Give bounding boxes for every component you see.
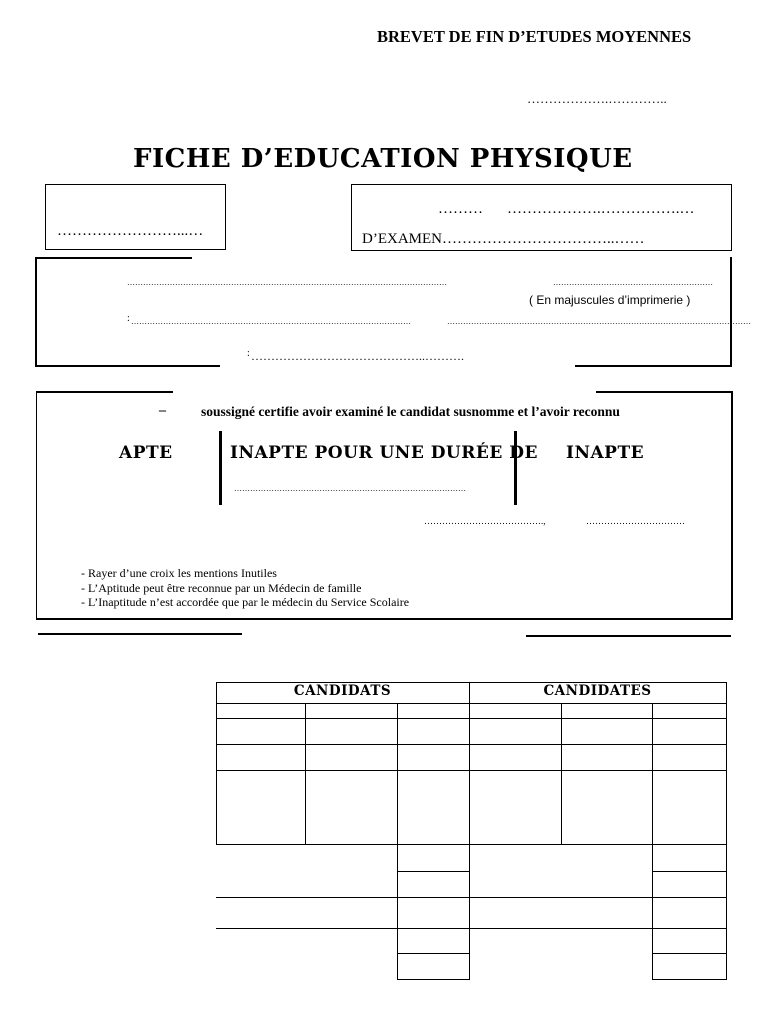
note-3: - L’Inaptitude n’est accordée que par le médecin du Service Scolaire (81, 595, 410, 609)
col-header-candidates: CANDIDATES (543, 683, 652, 699)
candidate-name-dots[interactable]: ………………………………………………………………………………………………………… (127, 278, 447, 287)
separator-left (219, 431, 222, 505)
school-dots[interactable]: ……………………………………..………. (251, 349, 464, 363)
option-apte[interactable]: APTE (119, 443, 173, 463)
birth-date-dots[interactable]: …………………………………………………………………………………………… (131, 317, 411, 326)
option-inapte-duree[interactable]: INAPTE POUR UNE DURÉE DE (230, 443, 538, 463)
exam-field-b[interactable]: ……………….…………….… (507, 201, 695, 217)
col-header-candidats: CANDIDATS (293, 683, 392, 699)
birth-place-dots[interactable]: …………………………………………………………………………………………………… (447, 317, 751, 326)
uppercase-note: ( En majuscules d’imprimerie ) (529, 293, 691, 307)
signature-line-right (526, 635, 731, 637)
exam-title: BREVET DE FIN D’ETUDES MOYENNES (377, 27, 692, 46)
certify-dash: – (159, 403, 166, 418)
separator-right (514, 431, 517, 505)
line2-prefix: : (127, 313, 130, 324)
id-box (45, 184, 226, 250)
note-1: - Rayer d’une croix les mentions Inutiles (81, 566, 277, 580)
candidate-firstname-dots[interactable]: …………………………………………………… (553, 278, 713, 287)
place-dots[interactable]: …………………………………., (424, 516, 546, 526)
date-field-dots[interactable]: ……………….………….. (527, 91, 667, 106)
signature-line-left (38, 633, 242, 635)
exam-center-label[interactable]: D’EXAMEN……………………………..…… (362, 231, 645, 247)
exam-field-a[interactable]: ……… (438, 201, 483, 217)
form-title: FICHE D’EDUCATION PHYSIQUE (133, 144, 633, 174)
id-field-dots[interactable]: ……………………...… (57, 223, 204, 239)
candidate-box (35, 257, 751, 367)
duree-dots[interactable]: …………………………………………………………………………… (234, 484, 466, 493)
results-table (216, 682, 727, 980)
line3-prefix: : (247, 348, 250, 359)
certify-text: soussigné certifie avoir examiné le candidat susnomme et l’avoir reconnu (201, 404, 620, 419)
option-inapte[interactable]: INAPTE (566, 443, 645, 463)
exam-box (351, 184, 732, 251)
medical-box (36, 391, 733, 620)
exam-date-dots[interactable]: …………………………… (586, 516, 685, 526)
note-2: - L’Aptitude peut être reconnue par un Médecin de famille (81, 581, 362, 595)
